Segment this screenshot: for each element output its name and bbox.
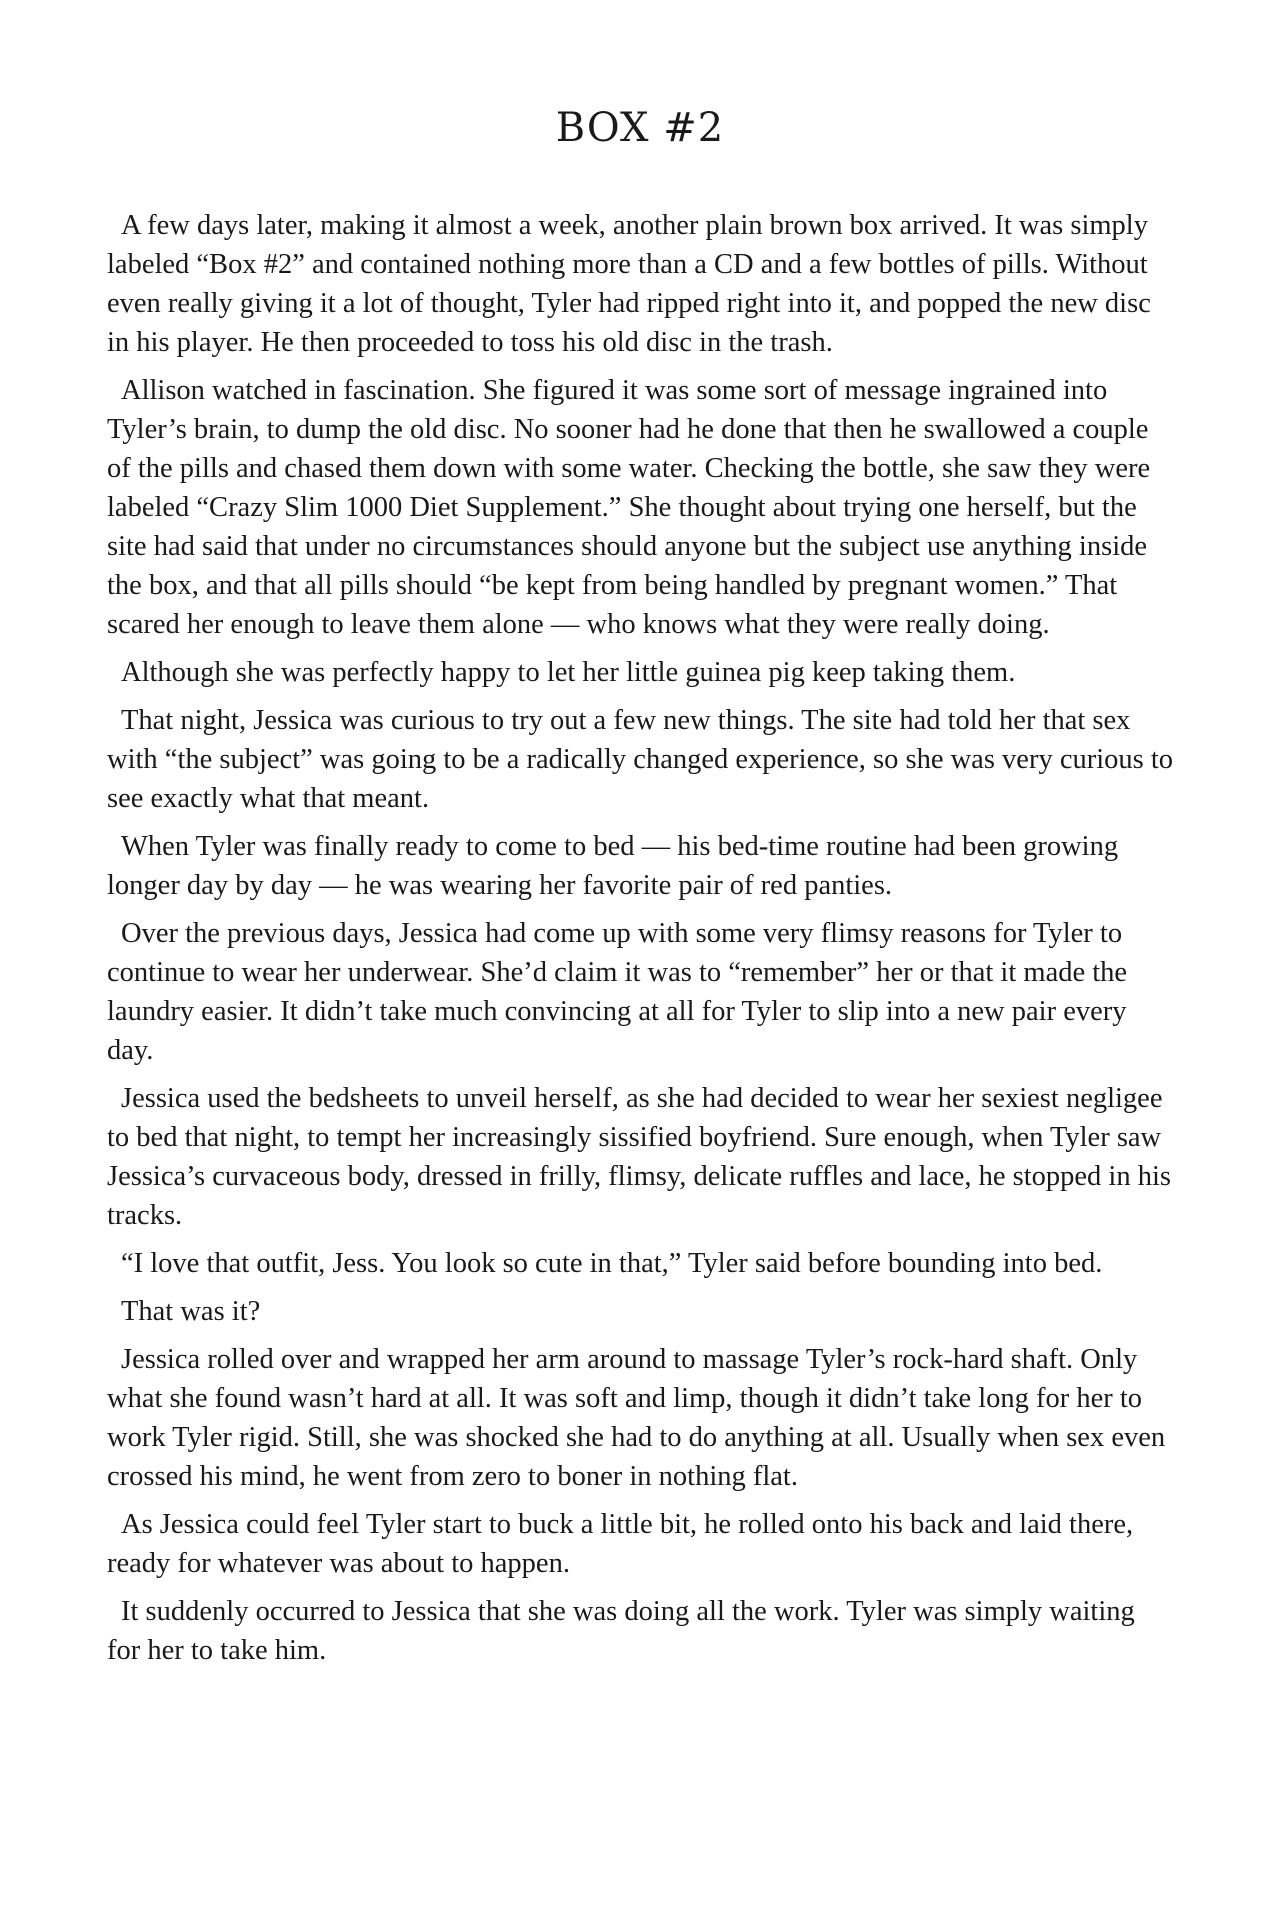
chapter-title: BOX #2	[555, 105, 725, 151]
paragraph: That was it?	[121, 1296, 261, 1327]
paragraph: When Tyler was finally ready to come to bed — his bed-time routine had been growing longer day by day — he was wearing her favorite pair of red panties.	[107, 831, 1119, 901]
paragraph: As Jessica could feel Tyler start to buck a little bit, he rolled onto his back and laid there, ready for whatever was about to happen.	[107, 1509, 1134, 1579]
paragraph: Jessica used the bedsheets to unveil herself, as she had decided to wear her sexiest negligee to bed that night, to tempt her increasingly sissified boyfriend. Sure enough, when Tyler saw Jessica’s curvaceous body, dressed in frilly, flimsy, delicate ruffles and lace, he stopped in his tracks.	[107, 1083, 1171, 1231]
paragraph: Over the previous days, Jessica had come up with some very flimsy reasons for Tyler to continue to wear her underwear. She’d claim it was to “remember” her or that it made the laundry easier. It didn’t take much convincing at all for Tyler to slip into a new pair every day.	[107, 918, 1128, 1066]
paragraph: That night, Jessica was curious to try out a few new things. The site had told her that sex with “the subject” was going to be a radically changed experience, so she was very curious to see exactly what that meant.	[107, 705, 1174, 814]
paragraph: Jessica rolled over and wrapped her arm around to massage Tyler’s rock-hard shaft. Only what she found wasn’t hard at all. It was soft and limp, though it didn’t take long for her to work Tyler rigid. Still, she was shocked she had to do anything at all. Usually when sex even crossed his mind, he went from zero to boner in nothing flat.	[107, 1344, 1166, 1492]
paragraph: “I love that outfit, Jess. You look so cute in that,” Tyler said before bounding into bed.	[121, 1248, 1103, 1279]
body-text	[107, 206, 1175, 1679]
paragraph: A few days later, making it almost a week, another plain brown box arrived. It was simply labeled “Box #2” and contained nothing more than a CD and a few bottles of pills. Without even really giving it a lot of thought, Tyler had ripped right into it, and popped the new disc in his player. He then proceeded to toss his old disc in the trash.	[107, 210, 1151, 358]
paragraph: Allison watched in fascination. She figured it was some sort of message ingrained into Tyler’s brain, to dump the old disc. No sooner had he done that then he swallowed a couple of the pills and chased them down with some water. Checking the bottle, she saw they were labeled “Crazy Slim 1000 Diet Supplement.” She thought about trying one herself, but the site had said that under no circumstances should anyone but the subject use anything inside the box, and that all pills should “be kept from being handled by pregnant women.” That scared her enough to leave them alone — who knows what they were really doing.	[107, 375, 1151, 640]
paragraph: It suddenly occurred to Jessica that she was doing all the work. Tyler was simply waiting for her to take him.	[107, 1596, 1135, 1666]
paragraph: Although she was perfectly happy to let her little guinea pig keep taking them.	[121, 657, 1016, 688]
